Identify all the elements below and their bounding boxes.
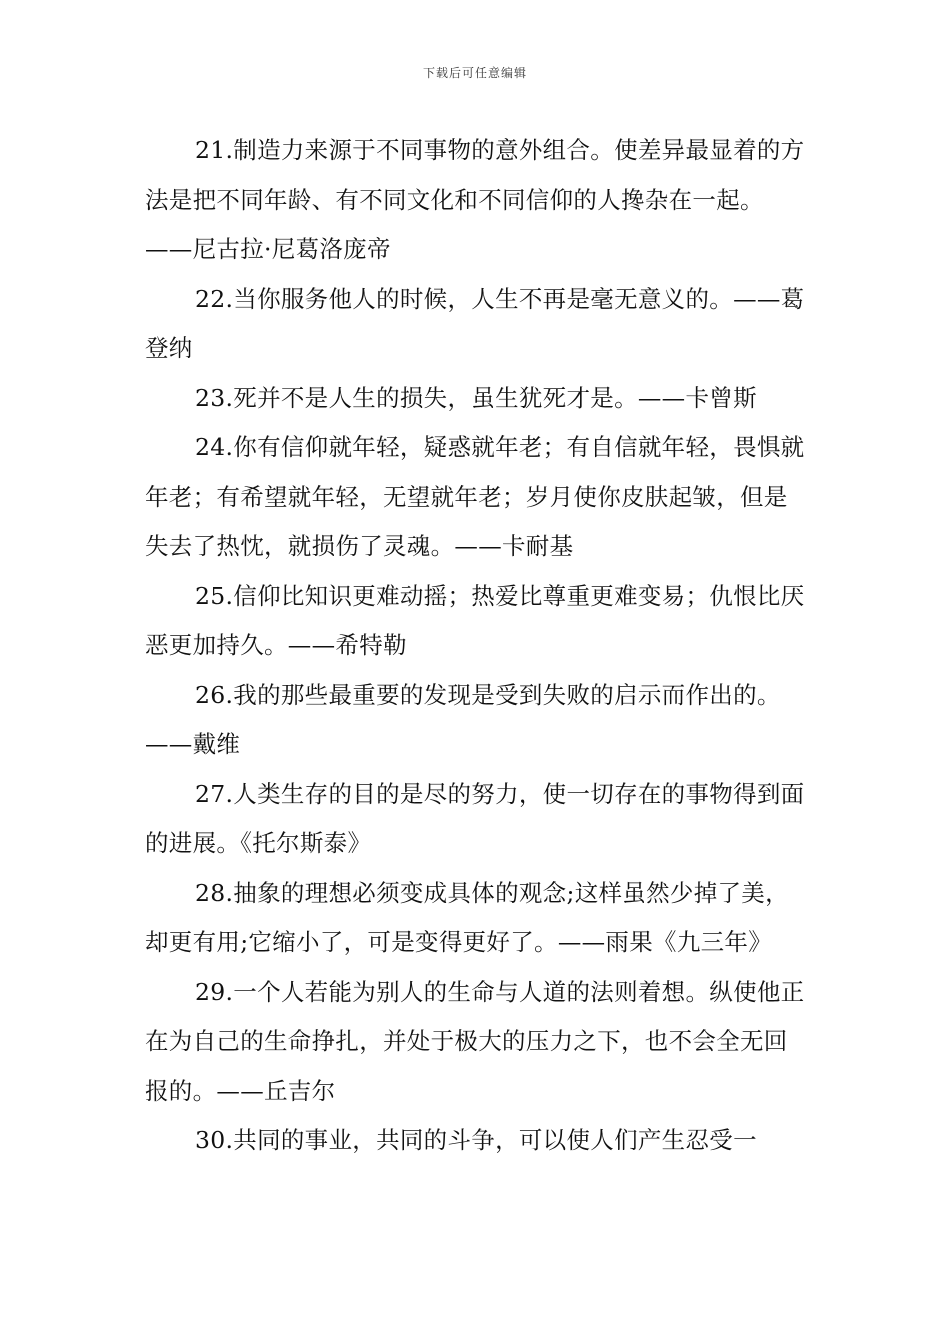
quote-22: 22.当你服务他人的时候，人生不再是毫无意义的。——葛登纳 [145,284,805,362]
quote-24: 24.你有信仰就年轻，疑惑就年老；有自信就年轻，畏惧就年老；有希望就年轻，无望就年老；岁月使你皮肤起皱，但是失去了热忱，就损伤了灵魂。——卡耐基 [145,433,805,560]
quote-27: 27.人类生存的目的是尽的努力，使一切存在的事物得到面的进展。《托尔斯泰》 [145,779,805,857]
quote-25: 25.信仰比知识更难动摇；热爱比尊重更难变易；仇恨比厌恶更加持久。——希特勒 [145,581,805,659]
quote-26: 26.我的那些最重要的发现是受到失败的启示而作出的。——戴维 [145,680,781,758]
quote-29: 29.一个人若能为别人的生命与人道的法则着想。纵使他正在为自己的生命挣扎，并处于极大的压力之下，也不会全无回报的。——丘吉尔 [145,977,805,1105]
quote-23: 23.死并不是人生的损失，虽生犹死才是。——卡曾斯 [195,383,757,412]
quote-list [145,126,810,1166]
quote-21: 21.制造力来源于不同事物的意外组合。使差异最显着的方法是把不同年龄、有不同文化和不同信仰的人搀杂在一起。——尼古拉·尼葛洛庞帝 [145,136,805,263]
quote-28: 28.抽象的理想必须变成具体的观念;这样虽然少掉了美，却更有用;它缩小了，可是变得更好了。——雨果《九三年》 [145,878,789,956]
quote-30: 30.共同的事业，共同的斗争，可以使人们产生忍受一 [195,1126,757,1154]
page-header: 下载后可任意编辑 [422,66,527,80]
